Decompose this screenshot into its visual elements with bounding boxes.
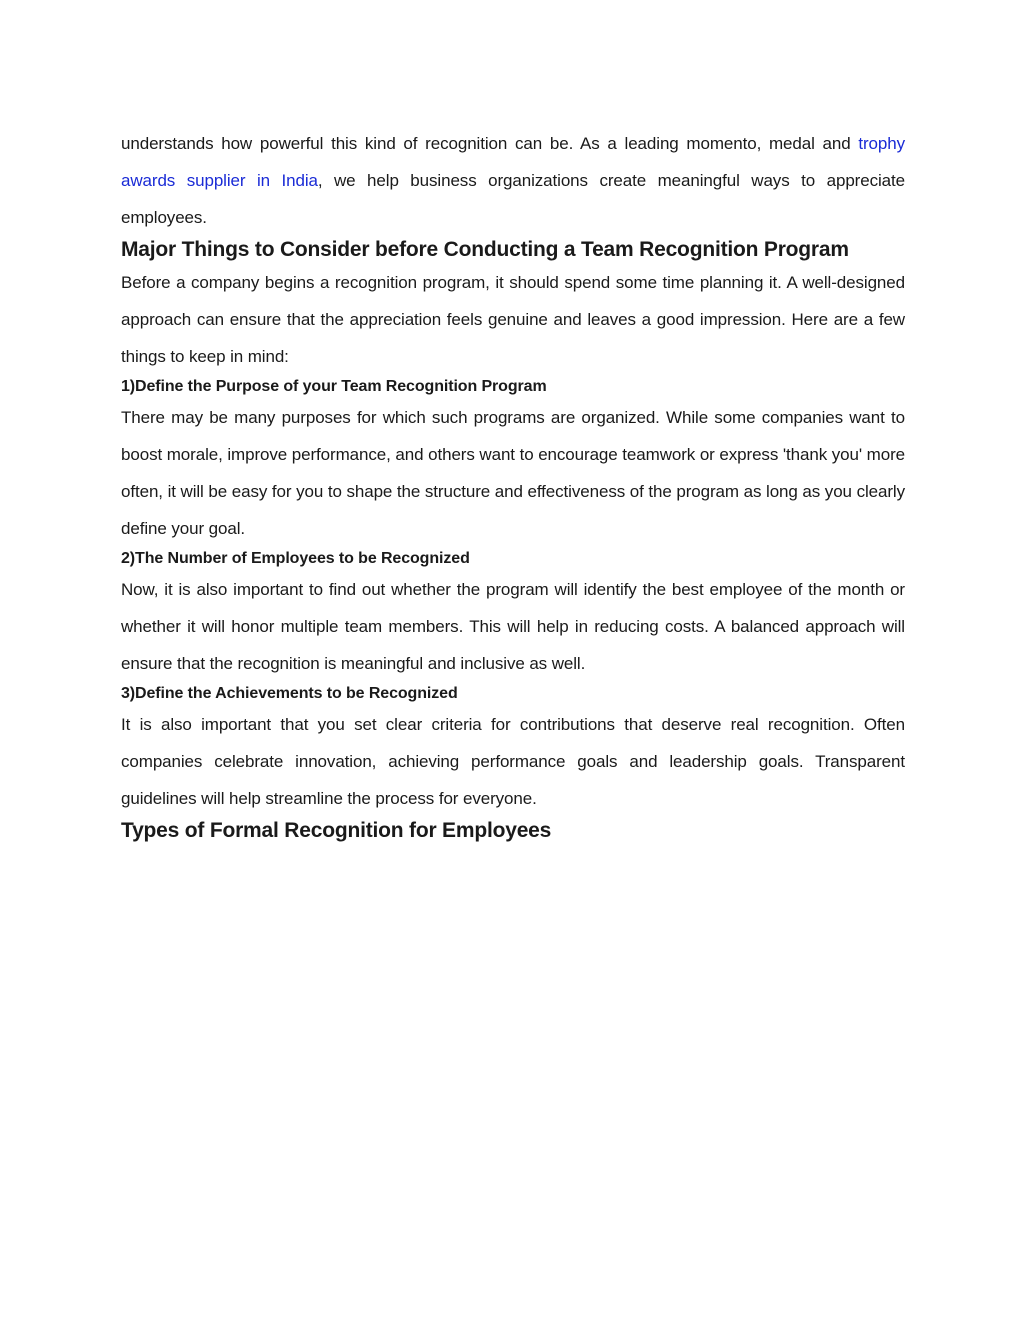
point-heading-2: 2)The Number of Employees to be Recognized [121, 550, 470, 567]
section-major-paragraph: Before a company begins a recognition program, it should spend some time planning it. A well-designed approach can ensure that the appreciation feels genuine and leaves a good impression. Here are a few things to keep in mind: [121, 273, 905, 366]
document-page [121, 125, 905, 845]
point-heading-1: 1)Define the Purpose of your Team Recognition Program [121, 378, 547, 395]
intro-text-after-link: , we help business organizations create meaningful ways to appreciate employees. [121, 171, 905, 227]
point-heading-3: 3)Define the Achievements to be Recognized [121, 685, 458, 702]
point-paragraph-1: There may be many purposes for which such programs are organized. While some companies want to boost morale, improve performance, and others want to encourage teamwork or express 'thank you' more often, it will be easy for you to shape the structure and effectiveness of the program as long as you clearly define your goal. [121, 408, 905, 538]
point-paragraph-3: It is also important that you set clear criteria for contributions that deserve real recognition. Often companies celebrate innovation, achieving performance goals and leadership goals. Transparent guidelines will help streamline the process for everyone. [121, 715, 905, 808]
section-heading-major-things: Major Things to Consider before Conducting a Team Recognition Program [121, 238, 849, 261]
intro-text-before-link: understands how powerful this kind of recognition can be. As a leading momento, medal and [121, 134, 859, 153]
section-heading-types-of-recognition: Types of Formal Recognition for Employees [121, 819, 552, 842]
point-paragraph-2: Now, it is also important to find out whether the program will identify the best employee of the month or whether it will honor multiple team members. This will help in reducing costs. A balanced approach will ensure that the recognition is meaningful and inclusive as well. [121, 580, 905, 673]
trophy-supplier-link[interactable]: trophy awards supplier in India [121, 134, 905, 190]
intro-paragraph [121, 125, 905, 236]
